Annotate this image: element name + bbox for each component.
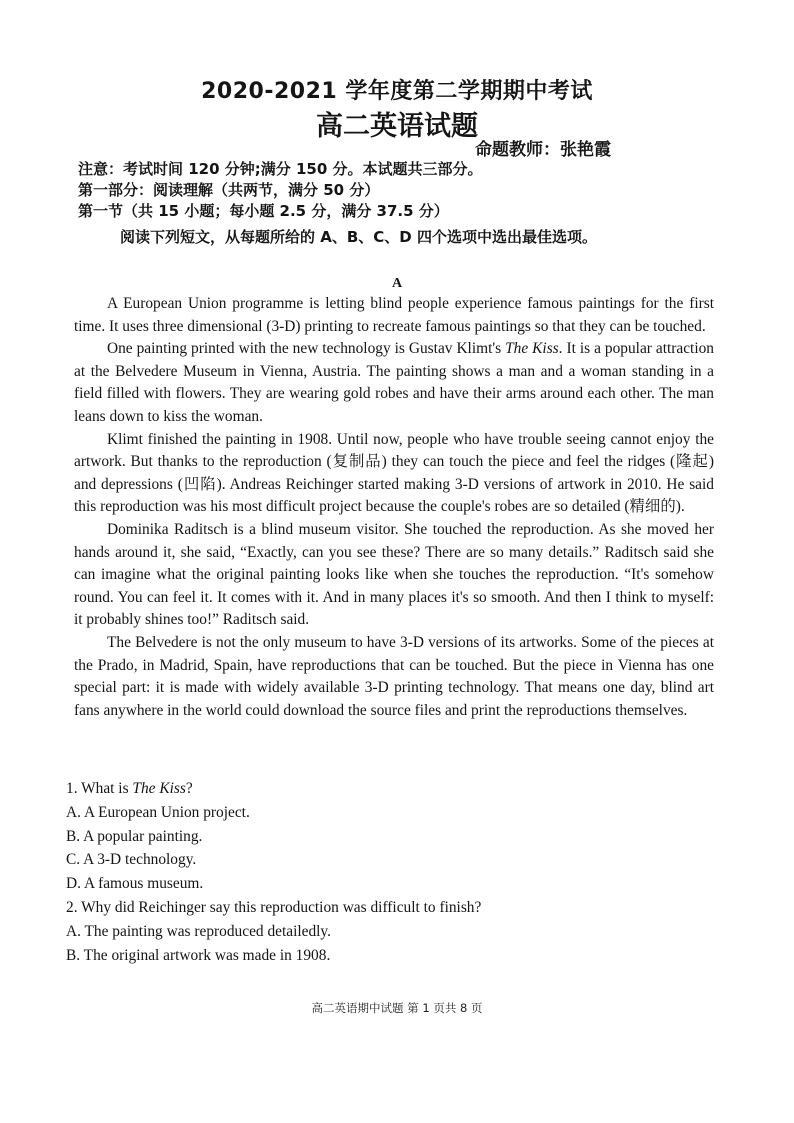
question-2-option-a: A. The painting was reproduced detailedly. (66, 922, 331, 940)
passage-paragraph-5: The Belvedere is not the only museum to have 3-D versions of its artworks. Some of the pieces at the Prado, in Madrid, Spain, have reproductions that can be touched. But the piece in Vienna has one special part: it is made with widely available 3-D printing technology. That means one day, blind art fans anywhere in the world could download the source files and print the reproductions themselves. (74, 633, 714, 719)
question-1-option-c: C. A 3-D technology. (66, 851, 197, 869)
question-1-end: ? (185, 780, 193, 797)
passage-paragraph-3: Klimt finished the painting in 1908. Until now, people who have trouble seeing cannot enjoy the artwork. But thanks to the reproduction (复制品) they can touch the piece and feel the ridges (隆起) and depressions (凹陷). Andreas Reichinger started making 3-D versions of artwork in 2010. He said this reproduction was his most difficult project because the couple's robes are so detailed (精细的). (74, 430, 714, 516)
part-one-heading: 第一部分：阅读理解（共两节，满分 50 分） (78, 181, 380, 199)
question-1-option-d: D. A famous museum. (66, 875, 204, 893)
reading-instruction: 阅读下列短文，从每题所给的 A、B、C、D 四个选项中选出最佳选项。 (120, 228, 597, 246)
question-2: 2. Why did Reichinger say this reproduction was difficult to finish? (66, 898, 482, 916)
exam-notice: 注意：考试时间 120 分钟;满分 150 分。本试题共三部分。 (78, 160, 483, 178)
question-1-option-a: A. A European Union project. (66, 803, 250, 821)
question-list (66, 777, 716, 967)
reading-passage (74, 293, 714, 722)
painting-title: The Kiss (505, 340, 559, 358)
paragraph-2-start: One painting printed with the new technology is Gustav Klimt's (107, 340, 506, 358)
teacher-name: 命题教师：张艳霞 (475, 140, 611, 160)
question-1-title: The Kiss (132, 780, 186, 797)
passage-paragraph-4: Dominika Raditsch is a blind museum visitor. She touched the reproduction. As she moved her hands around it, she said, “Exactly, can you see these? There are so many details.” Raditsch said she can imagine what the original painting looks like when she touches the reproduction. “It's somehow round. You can feel it. It comes with it. And in many places it's so smooth. And then I think to myself: it probably shines too!” Raditsch said. (74, 520, 714, 629)
question-2-option-b: B. The original artwork was made in 1908. (66, 946, 331, 964)
question-1-start: 1. What is (66, 780, 133, 797)
exam-subtitle: 高二英语试题 (316, 111, 478, 142)
passage-paragraph-2 (74, 338, 714, 428)
question-1-option-b: B. A popular painting. (66, 827, 203, 845)
passage-label: A (391, 276, 403, 291)
exam-title: 2020-2021 学年度第二学期期中考试 (201, 79, 593, 104)
section-one-heading: 第一节（共 15 小题；每小题 2.5 分，满分 37.5 分） (78, 202, 449, 220)
page-footer: 高二英语期中试题 第 1 页共 8 页 (311, 1001, 483, 1015)
passage-paragraph-1: A European Union programme is letting blind people experience famous paintings for the first time. It uses three dimensional (3-D) printing to recreate famous paintings so that they can be touched. (74, 295, 714, 335)
paragraph-2-rest: . It is a popular attraction at the Belvedere Museum in Vienna, Austria. The painting shows a man and a woman standing in a field filled with flowers. They are wearing gold robes and have their arms around each other. The man leans down to kiss the woman. (74, 340, 714, 425)
question-1 (66, 777, 716, 801)
